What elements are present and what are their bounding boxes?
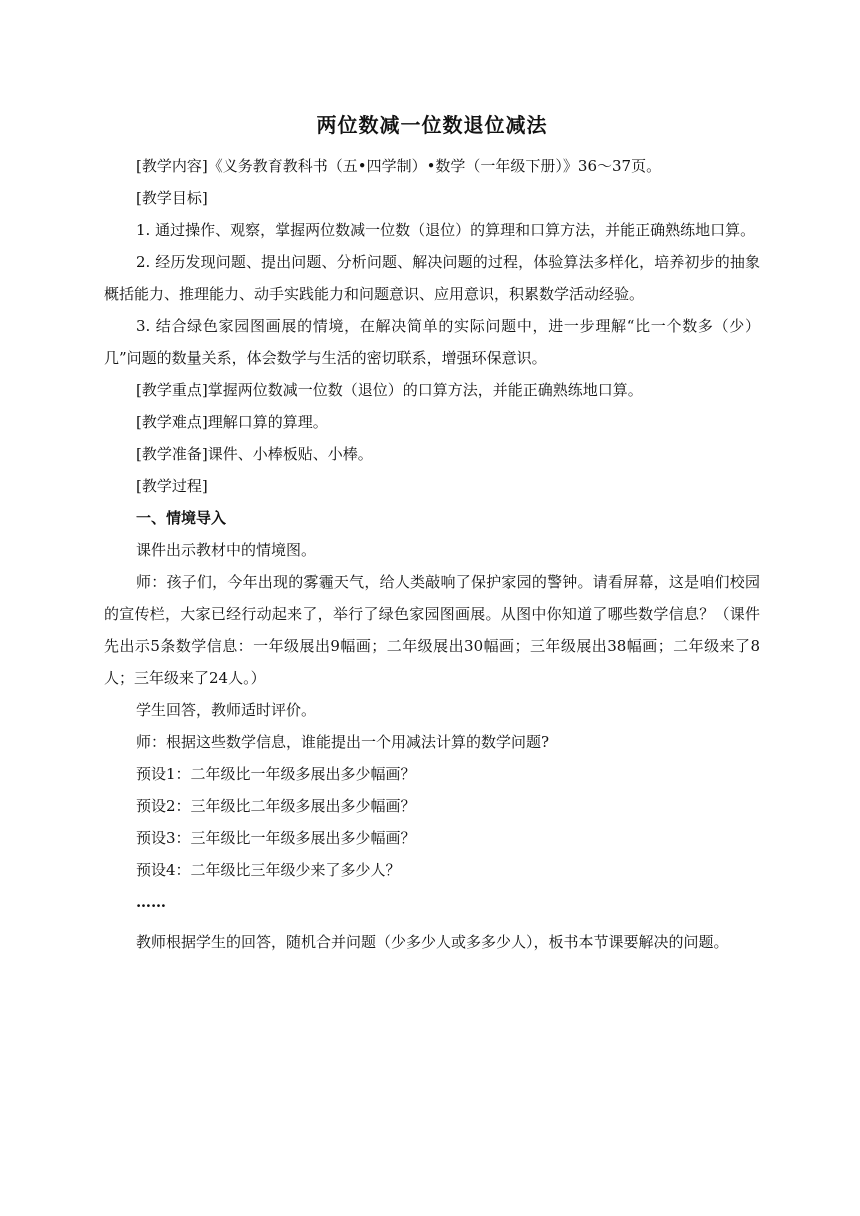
preparation	[104, 438, 760, 470]
page-title: 两位数减一位数退位减法	[316, 113, 548, 137]
paragraph: 课件出示教材中的情境图。	[136, 541, 317, 559]
document-page	[104, 108, 760, 958]
teaching-content-text: 《义务教育教科书（五•四学制）•数学（一年级下册）》36～37页。	[207, 157, 662, 175]
goal-item-2: 2. 经历发现问题、提出问题、分析问题、解决问题的过程，体验算法多样化，培养初步的抽象概括能力、推理能力、动手实践能力和问题意识、应用意识，积累数学活动经验。	[104, 253, 760, 303]
difficulty	[104, 406, 760, 438]
teaching-content	[104, 150, 760, 182]
ellipsis: ……	[136, 893, 166, 911]
key-point-text: 掌握两位数减一位数（退位）的口算方法，并能正确熟练地口算。	[207, 381, 643, 399]
key-point-label: [教学重点]	[136, 381, 208, 399]
preset-item: 预设3：三年级比一年级多展出多少幅画？	[136, 829, 416, 847]
key-point	[104, 374, 760, 406]
paragraph: 教师根据学生的回答，随机合并问题（少多少人或多多少人），板书本节课要解决的问题。	[136, 933, 729, 951]
goal-item-1: 1. 通过操作、观察，掌握两位数减一位数（退位）的算理和口算方法，并能正确熟练地口算。	[136, 221, 756, 239]
preset-item: 预设1：二年级比一年级多展出多少幅画？	[136, 765, 416, 783]
preparation-label: [教学准备]	[136, 445, 208, 463]
difficulty-text: 理解口算的算理。	[207, 413, 328, 431]
section-heading: 一、情境导入	[136, 509, 227, 527]
teaching-process-heading: [教学过程]	[136, 477, 208, 495]
preset-item: 预设4：二年级比三年级少来了多少人？	[136, 861, 401, 879]
teaching-content-label: [教学内容]	[136, 157, 208, 175]
paragraph: 师：根据这些数学信息，谁能提出一个用减法计算的数学问题?	[136, 733, 550, 751]
paragraph: 学生回答，教师适时评价。	[136, 701, 317, 719]
paragraph: 师：孩子们，今年出现的雾霾天气，给人类敲响了保护家园的警钟。请看屏幕，这是咱们校园的宣传栏，大家已经行动起来了，举行了绿色家园图画展。从图中你知道了哪些数学信息？（课件先出示5条数学信息：一年级展出9幅画；二年级展出30幅画；三年级展出38幅画；二年级来了8人；三年级来了24人。）	[104, 573, 760, 687]
teaching-goals-heading: [教学目标]	[136, 189, 208, 207]
preparation-text: 课件、小棒板贴、小棒。	[207, 445, 373, 463]
goal-item-3: 3. 结合绿色家园图画展的情境，在解决简单的实际问题中，进一步理解“比一个数多（少）几”问题的数量关系，体会数学与生活的密切联系，增强环保意识。	[104, 317, 760, 367]
preset-item: 预设2：三年级比二年级多展出多少幅画？	[136, 797, 416, 815]
difficulty-label: [教学难点]	[136, 413, 208, 431]
